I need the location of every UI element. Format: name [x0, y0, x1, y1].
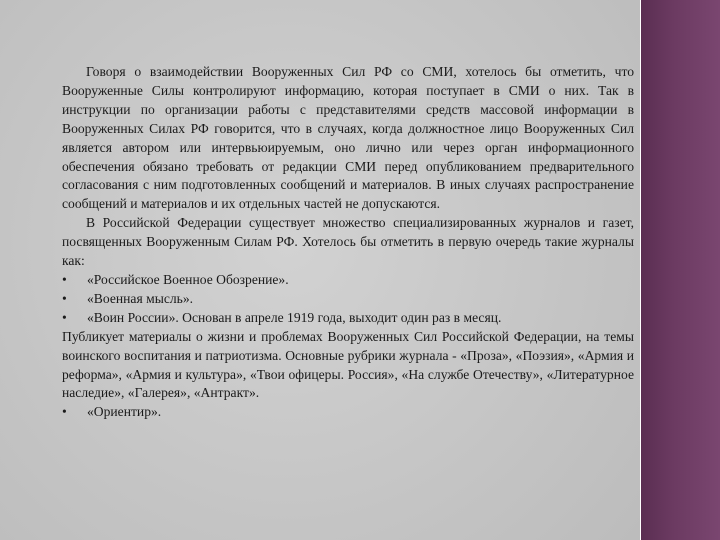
list-item-text: «Ориентир». — [87, 404, 162, 420]
bullet-icon: • — [62, 404, 67, 420]
list-item — [62, 271, 634, 290]
list-item-text: «Военная мысль». — [87, 290, 194, 306]
paragraph-smi-interaction: Говоря о взаимодействии Вооруженных Сил РФ со СМИ, хотелось бы отметить, что Вооруженные Силы контролируют информацию, которая поступает в СМИ о них. Так в инструкции по организации работы с представителями средств массовой информации в Вооруженных Силах РФ говорится, что в случаях, когда должностное лицо Вооруженных Сил является автором или интервьюируемым, оно лично или через орган информационного обеспечения обязано требовать от редакции СМИ перед опубликованием предварительного согласования с ним подготовленных сообщений и материалов. В иных случаях распространение сообщений и материалов и их отдельных частей не допускаются. — [62, 64, 634, 212]
decorative-side-panel — [641, 0, 720, 540]
bullet-icon: • — [62, 309, 67, 325]
bullet-icon: • — [62, 290, 67, 306]
list-item-text: «Воин России». Основан в апреле 1919 года, выходит один раз в месяц. — [87, 309, 502, 325]
paragraph-voin-rossii-description: Публикует материалы о жизни и проблемах Вооруженных Сил Российской Федерации, на темы воинского воспитания и патриотизма. Основные рубрики журнала - «Проза», «Поэзия», «Армия и реформа», «Армия и культура», «Твои офицеры. Россия», «На службе Отечеству», «Литературное наследие», «Галерея», «Антракт». — [62, 328, 634, 401]
paragraph-journals-intro: В Российской Федерации существует множество специализированных журналов и газет, посвященных Вооруженным Силам РФ. Хотелось бы отметить в первую очередь такие журналы как: — [62, 215, 634, 269]
list-item — [62, 403, 634, 422]
bullet-icon: • — [62, 271, 67, 287]
list-item — [62, 290, 634, 309]
list-item-text: «Российское Военное Обозрение». — [87, 271, 289, 287]
slide-text-body — [62, 63, 634, 422]
list-item — [62, 309, 634, 328]
